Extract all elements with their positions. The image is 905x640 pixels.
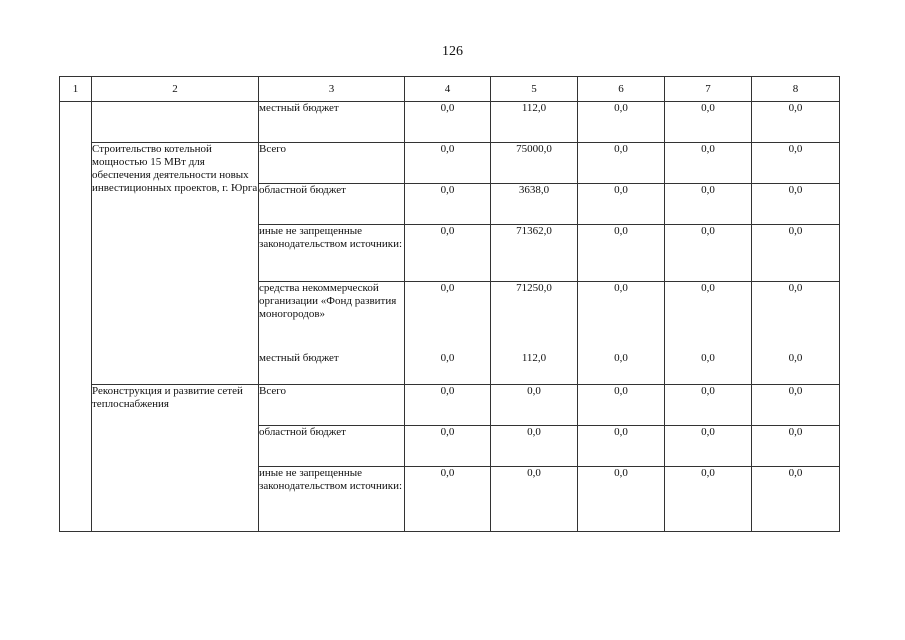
source-cell: местный бюджет bbox=[259, 102, 405, 143]
header-cell-8: 8 bbox=[752, 77, 840, 102]
value: 0,0 bbox=[701, 352, 715, 364]
source-cell: иные не запрещенные законодательством источники: bbox=[259, 225, 405, 282]
table-row bbox=[60, 102, 840, 143]
source-local-budget-label: местный бюджет bbox=[259, 352, 339, 364]
value-cell: 0,0 bbox=[665, 143, 752, 184]
header-cell-2: 2 bbox=[92, 77, 259, 102]
header-cell-3: 3 bbox=[259, 77, 405, 102]
header-cell-4: 4 bbox=[405, 77, 491, 102]
value-cell: 0,0 bbox=[578, 426, 665, 467]
header-row bbox=[60, 77, 840, 102]
value-cell: 0,0 bbox=[752, 143, 840, 184]
value-cell bbox=[405, 282, 491, 385]
value-cell: 0,0 bbox=[665, 184, 752, 225]
source-cell bbox=[259, 282, 405, 385]
project-cell-continued bbox=[92, 102, 259, 143]
row-number-cell bbox=[60, 102, 92, 532]
project-name-cell: Реконструкция и развитие сетей теплоснабжения bbox=[92, 385, 259, 532]
value-cell: 0,0 bbox=[665, 467, 752, 532]
value-cell: 0,0 bbox=[405, 467, 491, 532]
header-cell-5: 5 bbox=[491, 77, 578, 102]
value: 0,0 bbox=[614, 352, 628, 364]
value-cell: 0,0 bbox=[665, 385, 752, 426]
value-cell: 0,0 bbox=[578, 102, 665, 143]
table-row bbox=[60, 143, 840, 184]
value-cell: 0,0 bbox=[491, 385, 578, 426]
table-row bbox=[60, 385, 840, 426]
value: 112,0 bbox=[521, 352, 547, 364]
value-cell: 0,0 bbox=[578, 143, 665, 184]
value-cell: 0,0 bbox=[752, 467, 840, 532]
value-cell: 0,0 bbox=[405, 184, 491, 225]
value: 0,0 bbox=[788, 352, 803, 364]
value: 0,0 bbox=[701, 282, 715, 294]
value-cell bbox=[578, 282, 665, 385]
source-cell: Всего bbox=[259, 143, 405, 184]
value-cell: 0,0 bbox=[405, 143, 491, 184]
value: 0,0 bbox=[614, 282, 628, 294]
source-cell: иные не запрещенные законодательством источники: bbox=[259, 467, 405, 532]
value-cell: 0,0 bbox=[752, 184, 840, 225]
value-cell: 0,0 bbox=[752, 426, 840, 467]
value-cell: 0,0 bbox=[578, 225, 665, 282]
value: 71250,0 bbox=[516, 282, 552, 294]
value: 0,0 bbox=[440, 352, 455, 364]
value-cell: 0,0 bbox=[665, 426, 752, 467]
header-cell-1: 1 bbox=[60, 77, 92, 102]
value-cell: 0,0 bbox=[405, 102, 491, 143]
header-cell-7: 7 bbox=[665, 77, 752, 102]
value-cell: 0,0 bbox=[752, 102, 840, 143]
value-cell: 71362,0 bbox=[491, 225, 578, 282]
source-fund-label: средства некоммерческой организации «Фонд развития моногородов» bbox=[259, 282, 397, 320]
budget-table bbox=[59, 76, 840, 532]
value-cell: 0,0 bbox=[491, 426, 578, 467]
value: 0,0 bbox=[440, 282, 455, 294]
value-cell bbox=[752, 282, 840, 385]
page-number: 126 bbox=[442, 44, 463, 59]
value-cell bbox=[665, 282, 752, 385]
value-cell: 0,0 bbox=[578, 467, 665, 532]
value-cell: 0,0 bbox=[752, 225, 840, 282]
source-cell: областной бюджет bbox=[259, 426, 405, 467]
value-cell: 0,0 bbox=[665, 102, 752, 143]
value-cell bbox=[491, 282, 578, 385]
value-cell: 0,0 bbox=[578, 184, 665, 225]
value: 0,0 bbox=[788, 282, 803, 294]
project-name-cell: Строительство котельной мощностью 15 МВт для обеспечения деятельности новых инвестиционных проектов, г. Юрга bbox=[92, 143, 259, 385]
value-cell: 0,0 bbox=[752, 385, 840, 426]
value-cell: 0,0 bbox=[491, 467, 578, 532]
value-cell: 0,0 bbox=[405, 385, 491, 426]
value-cell: 0,0 bbox=[405, 225, 491, 282]
value-cell: 75000,0 bbox=[491, 143, 578, 184]
value-cell: 0,0 bbox=[405, 426, 491, 467]
value-cell: 3638,0 bbox=[491, 184, 578, 225]
value-cell: 0,0 bbox=[578, 385, 665, 426]
header-cell-6: 6 bbox=[578, 77, 665, 102]
source-cell: Всего bbox=[259, 385, 405, 426]
value-cell: 0,0 bbox=[665, 225, 752, 282]
value-cell: 112,0 bbox=[491, 102, 578, 143]
source-cell: областной бюджет bbox=[259, 184, 405, 225]
